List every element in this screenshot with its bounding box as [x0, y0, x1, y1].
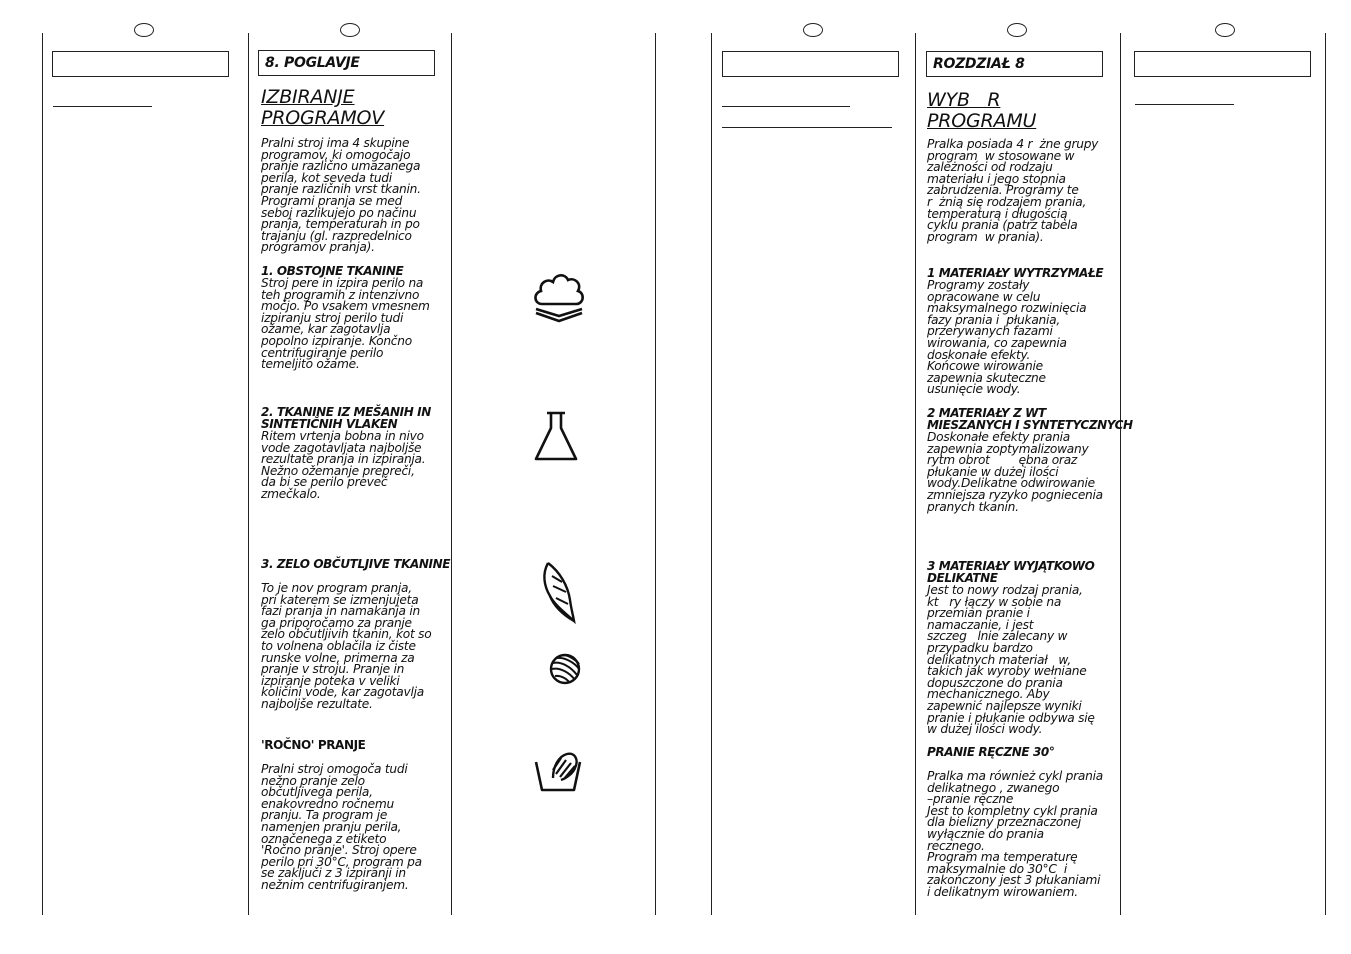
language-marker	[803, 23, 823, 37]
section-heading: 3 MATERIAŁY WYJĄTKOWO DELIKATNE	[927, 559, 1095, 585]
section-heading: 1 MATERIAŁY WYTRZYMAŁE	[927, 266, 1104, 280]
section-body: Ritem vrtenja bobna in nivo vode zagotavljata najboljše rezultate pranja in izpiranja. Nežno ožemanje prepreči, da bi se perilo preveč zmečkalo.	[261, 429, 426, 501]
chapter-label: 8. POGLAVJE	[265, 55, 360, 71]
column-rule	[248, 33, 249, 915]
section-heading: 3. ZELO OBČUTLJIVE TKANINE	[261, 557, 451, 571]
column-rule	[451, 33, 452, 915]
language-marker	[340, 23, 360, 37]
section-heading: 2. TKANINE IZ MEŠANIH IN SINTETIČNIH VLAKEN	[261, 405, 431, 431]
handwash-icon	[533, 748, 583, 794]
section-heading: 'ROČNO' PRANJE	[261, 738, 366, 752]
blank-title-line	[53, 106, 152, 107]
blank-title-line	[722, 127, 892, 128]
section-body: Jest to nowy rodzaj prania, kt ry łączy w sobie na przemian pranie i namaczanie, i jest szczeg lnie zalecany w przypadku bardzo delikatnych materiał w, takich jak wyroby wełniane dopuszczone do prania mechanicznego. Aby zapewnić najlepsze wyniki pranie i płukanie odbywa się w dużej ilości wody.	[927, 583, 1095, 737]
language-marker	[1215, 23, 1235, 37]
feather-icon	[540, 560, 580, 624]
blank-title-line	[1135, 104, 1234, 105]
section-body: Pralni stroj omogoča tudi nežno pranje zelo občutljivega perila, enakovredno ročnemu pranju. Ta program je namenjen pranju perila, označenega z etiketo 'Ročno pranje'. Stroj opere perilo pri 30°C, program pa se zaključi z 3 izpiranji in nežnim centrifugiranjem.	[261, 762, 422, 892]
column-rule	[655, 33, 656, 915]
title-line: PROGRAMU	[927, 110, 1037, 132]
column-rule	[1120, 33, 1121, 915]
section-body: Stroj pere in izpira perilo na teh programih z intenzivno močjo. Po vsakem vmesnem izpiranju stroj perilo tudi ožame, kar zagotavlja popolno izpiranje. Končno centrifugiranje perilo temeljito ožame.	[261, 276, 430, 372]
section-heading: 2 MATERIAŁY Z WT MIESZANYCH I SYNTETYCZNYCH	[927, 406, 1133, 432]
section-body: Doskonałe efekty prania zapewnia zoptymalizowany rytm obrot ębna oraz płukanie w dużej ilości wody.Delikatne odwirowanie zmniejsza ryzyko pogniecenia pranych tkanin.	[927, 430, 1103, 514]
title-line: WYB R	[927, 89, 1001, 111]
empty-header-box	[722, 51, 899, 77]
section-body: Pralka ma również cykl prania delikatnego , zwanego –pranie ręczne Jest to kompletny cykl prania dla bielizny przeznaczonej wyłącznie do prania recznego. Program ma temperaturę maksymalnie do 30°C i zakończony jest 3 płukaniami i delikatnym wirowaniem.	[927, 769, 1103, 899]
cotton-icon	[530, 268, 588, 324]
column-rule	[42, 33, 43, 915]
title-line: IZBIRANJE	[261, 86, 355, 108]
empty-header-box	[1134, 51, 1311, 77]
section-body: Programy zostały opracowane w celu maksymalnego rozwinięcia fazy prania i płukania, przerywanych fazami wirowania, co zapewnia doskonałe efekty. Końcowe wirowanie zapewnia skuteczne usunięcie wody.	[927, 278, 1087, 397]
page-title	[261, 87, 384, 129]
empty-header-box	[52, 51, 229, 77]
intro-text: Pralka posiada 4 r żne grupy program w stosowane w zależności od rodzaju materiału i jego stopnia zabrudzenia. Programy te r żnią się rodzajem prania, temperaturą i długością cyklu prania (patrz tabela program w prania).	[927, 137, 1099, 244]
blank-title-line	[722, 106, 850, 107]
chapter-label: ROZDZIAŁ 8	[933, 56, 1025, 72]
page-title	[927, 90, 1036, 132]
chapter-box-polish	[926, 51, 1103, 77]
column-rule	[711, 33, 712, 915]
column-rule	[915, 33, 916, 915]
synthetic-flask-icon	[533, 410, 579, 462]
intro-text: Pralni stroj ima 4 skupine programov, ki omogočajo pranje različno umazanega perila, kot seveda tudi pranje različnih vrst tkanin. Programi pranja se med seboj razlikujejo po načinu pranja, temperaturah in po trajanju (gl. razpredelnico programov pranja).	[261, 136, 421, 255]
column-rule	[1325, 33, 1326, 915]
chapter-box-slovenian	[258, 50, 435, 76]
title-line: PROGRAMOV	[261, 107, 385, 129]
section-heading: PRANIE RĘCZNE 30°	[927, 745, 1055, 759]
language-marker	[1007, 23, 1027, 37]
wool-icon	[547, 651, 583, 687]
section-body: To je nov program pranja, pri katerem se izmenjujeta fazi pranja in namakanja in ga priporočamo za pranje zelo občutljivih tkanin, kot so to volnena oblačila iz čiste runske volne, primerna za pranje v stroju. Pranje in izpiranje poteka v veliki količini vode, kar zagotavlja najboljše rezultate.	[261, 581, 432, 711]
section-heading: 1. OBSTOJNE TKANINE	[261, 264, 404, 278]
language-marker	[134, 23, 154, 37]
